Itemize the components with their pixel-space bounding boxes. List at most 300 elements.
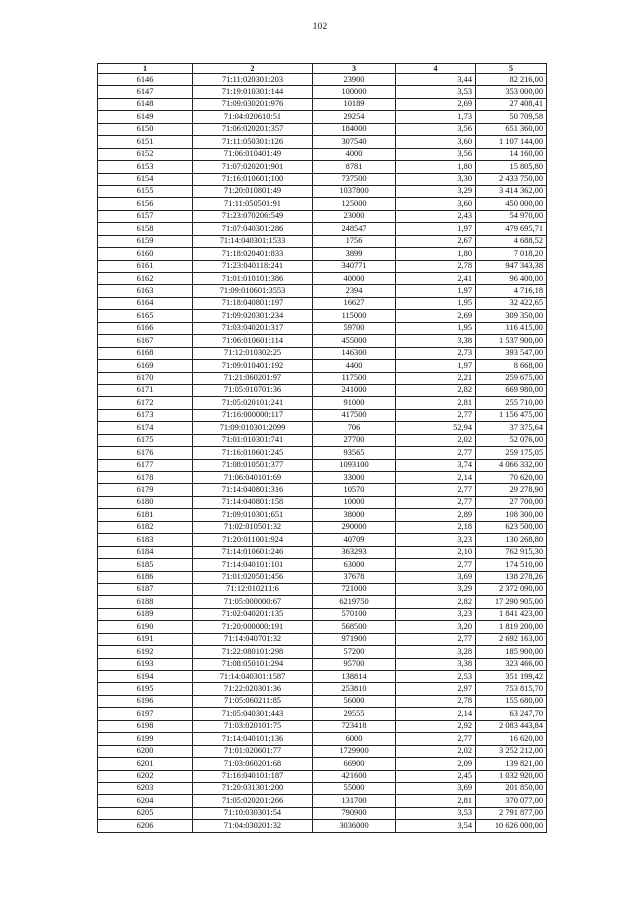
cadastral-number-cell: 71:01:020601:77: [193, 745, 313, 757]
cadastral-number-cell: 71:16:010601:245: [193, 447, 313, 459]
cadastral-number-cell: 71:20:010801:49: [193, 185, 313, 197]
rate-cell: 3,60: [396, 198, 476, 210]
value-cell: 54 970,00: [476, 210, 547, 222]
area-cell: 248547: [313, 223, 396, 235]
cadastral-number-cell: 71:11:050301:126: [193, 136, 313, 148]
rate-cell: 2,53: [396, 671, 476, 683]
row-number-cell: 6196: [98, 695, 193, 707]
table-row: [98, 770, 547, 782]
cadastral-number-cell: 71:20:031301:200: [193, 782, 313, 794]
area-cell: 27700: [313, 434, 396, 446]
cadastral-number-cell: 71:14:040101:101: [193, 559, 313, 571]
rate-cell: 1,80: [396, 248, 476, 260]
rate-cell: 3,29: [396, 583, 476, 595]
value-cell: 4 688,52: [476, 235, 547, 247]
rate-cell: 2,77: [396, 496, 476, 508]
area-cell: 40000: [313, 273, 396, 285]
area-cell: 721000: [313, 583, 396, 595]
column-header: 1: [98, 64, 193, 74]
value-cell: 2 433 750,00: [476, 173, 547, 185]
cadastral-number-cell: 71:02:010501:32: [193, 521, 313, 533]
value-cell: 174 510,00: [476, 559, 547, 571]
table-row: [98, 173, 547, 185]
table-row: [98, 210, 547, 222]
row-number-cell: 6150: [98, 123, 193, 135]
area-cell: 57200: [313, 646, 396, 658]
table-row: [98, 372, 547, 384]
value-cell: 259 675,00: [476, 372, 547, 384]
area-cell: 37678: [313, 571, 396, 583]
area-cell: 115000: [313, 310, 396, 322]
cadastral-number-cell: 71:09:030201:976: [193, 98, 313, 110]
cadastral-number-cell: 71:05:060211:85: [193, 695, 313, 707]
cadastral-number-cell: 71:09:010401:192: [193, 360, 313, 372]
area-cell: 6000: [313, 733, 396, 745]
rate-cell: 2,81: [396, 795, 476, 807]
row-number-cell: 6161: [98, 260, 193, 272]
value-cell: 2 372 090,00: [476, 583, 547, 595]
table-row: [98, 733, 547, 745]
cadastral-number-cell: 71:07:040301:286: [193, 223, 313, 235]
cadastral-number-cell: 71:04:020610:51: [193, 111, 313, 123]
area-cell: 93565: [313, 447, 396, 459]
cadastral-number-cell: 71:09:010301:651: [193, 509, 313, 521]
row-number-cell: 6191: [98, 633, 193, 645]
rate-cell: 3,56: [396, 148, 476, 160]
row-number-cell: 6165: [98, 310, 193, 322]
area-cell: 455000: [313, 335, 396, 347]
row-number-cell: 6194: [98, 671, 193, 683]
table-row: [98, 360, 547, 372]
value-cell: 623 500,00: [476, 521, 547, 533]
column-header: 5: [476, 64, 547, 74]
cadastral-number-cell: 71:03:060201:68: [193, 758, 313, 770]
rate-cell: 2,78: [396, 695, 476, 707]
cadastral-number-cell: 71:19:010301:144: [193, 86, 313, 98]
table-row: [98, 658, 547, 670]
value-cell: 14 160,00: [476, 148, 547, 160]
rate-cell: 2,77: [396, 633, 476, 645]
row-number-cell: 6149: [98, 111, 193, 123]
value-cell: 762 915,30: [476, 546, 547, 558]
value-cell: 2 083 443,84: [476, 720, 547, 732]
area-cell: 723418: [313, 720, 396, 732]
rate-cell: 2,21: [396, 372, 476, 384]
rate-cell: 1,80: [396, 161, 476, 173]
cadastral-number-cell: 71:11:020301:203: [193, 74, 313, 86]
table-row: [98, 633, 547, 645]
row-number-cell: 6166: [98, 322, 193, 334]
area-cell: 568500: [313, 621, 396, 633]
cadastral-number-cell: 71:09:010601:3553: [193, 285, 313, 297]
cadastral-number-cell: 71:20:011001:924: [193, 534, 313, 546]
value-cell: 4 716,18: [476, 285, 547, 297]
table-row: [98, 559, 547, 571]
cadastral-number-cell: 71:14:040301:1587: [193, 671, 313, 683]
rate-cell: 2,67: [396, 235, 476, 247]
row-number-cell: 6155: [98, 185, 193, 197]
value-cell: 450 000,00: [476, 198, 547, 210]
rate-cell: 2,02: [396, 745, 476, 757]
row-number-cell: 6147: [98, 86, 193, 98]
cadastral-number-cell: 71:01:010301:741: [193, 434, 313, 446]
table-row: [98, 720, 547, 732]
area-cell: 1756: [313, 235, 396, 247]
cadastral-number-cell: 71:18:040801:197: [193, 297, 313, 309]
row-number-cell: 6199: [98, 733, 193, 745]
area-cell: 29254: [313, 111, 396, 123]
rate-cell: 3,29: [396, 185, 476, 197]
table-row: [98, 198, 547, 210]
value-cell: 96 400,00: [476, 273, 547, 285]
row-number-cell: 6157: [98, 210, 193, 222]
row-number-cell: 6173: [98, 409, 193, 421]
cadastral-number-cell: 71:14:040801:158: [193, 496, 313, 508]
header-row: [98, 64, 547, 74]
area-cell: 737500: [313, 173, 396, 185]
area-cell: 91000: [313, 397, 396, 409]
table-row: [98, 273, 547, 285]
rate-cell: 3,56: [396, 123, 476, 135]
area-cell: 138814: [313, 671, 396, 683]
page-number: 102: [312, 22, 328, 32]
row-number-cell: 6164: [98, 297, 193, 309]
area-cell: 340771: [313, 260, 396, 272]
value-cell: 27 408,41: [476, 98, 547, 110]
rate-cell: 2,81: [396, 397, 476, 409]
value-cell: 29 278,90: [476, 484, 547, 496]
value-cell: 138 278,26: [476, 571, 547, 583]
area-cell: 1093100: [313, 459, 396, 471]
area-cell: 38000: [313, 509, 396, 521]
rate-cell: 3,38: [396, 335, 476, 347]
column-header: 2: [193, 64, 313, 74]
table-row: [98, 571, 547, 583]
area-cell: 16627: [313, 297, 396, 309]
value-cell: 82 216,00: [476, 74, 547, 86]
row-number-cell: 6146: [98, 74, 193, 86]
area-cell: 971900: [313, 633, 396, 645]
row-number-cell: 6160: [98, 248, 193, 260]
area-cell: 421600: [313, 770, 396, 782]
table-row: [98, 472, 547, 484]
area-cell: 253810: [313, 683, 396, 695]
row-number-cell: 6187: [98, 583, 193, 595]
value-cell: 50 709,58: [476, 111, 547, 123]
table-row: [98, 583, 547, 595]
cadastral-number-cell: 71:05:040301:443: [193, 708, 313, 720]
value-cell: 947 343,38: [476, 260, 547, 272]
rate-cell: 2,82: [396, 384, 476, 396]
value-cell: 130 268,80: [476, 534, 547, 546]
value-cell: 17 290 905,00: [476, 596, 547, 608]
rate-cell: 2,77: [396, 733, 476, 745]
area-cell: 33000: [313, 472, 396, 484]
table-row: [98, 136, 547, 148]
value-cell: 353 000,00: [476, 86, 547, 98]
row-number-cell: 6184: [98, 546, 193, 558]
value-cell: 10 626 000,00: [476, 820, 547, 832]
area-cell: 125000: [313, 198, 396, 210]
table-row: [98, 509, 547, 521]
area-cell: 8781: [313, 161, 396, 173]
table-row: [98, 534, 547, 546]
area-cell: 23000: [313, 210, 396, 222]
row-number-cell: 6205: [98, 807, 193, 819]
rate-cell: 2,92: [396, 720, 476, 732]
rate-cell: 1,97: [396, 223, 476, 235]
table-row: [98, 310, 547, 322]
area-cell: 56000: [313, 695, 396, 707]
rate-cell: 2,14: [396, 708, 476, 720]
rate-cell: 3,23: [396, 608, 476, 620]
table-row: [98, 708, 547, 720]
rate-cell: 3,23: [396, 534, 476, 546]
rate-cell: 2,69: [396, 98, 476, 110]
cadastral-number-cell: 71:05:020101:241: [193, 397, 313, 409]
area-cell: 23900: [313, 74, 396, 86]
area-cell: 2394: [313, 285, 396, 297]
table-row: [98, 695, 547, 707]
table-row: [98, 185, 547, 197]
cadastral-number-cell: 71:06:010601:114: [193, 335, 313, 347]
area-cell: 66900: [313, 758, 396, 770]
rate-cell: 1,97: [396, 360, 476, 372]
table-row: [98, 86, 547, 98]
area-cell: 417500: [313, 409, 396, 421]
table-row: [98, 98, 547, 110]
cadastral-number-cell: 71:09:020301:234: [193, 310, 313, 322]
cadastral-number-cell: 71:06:020201:357: [193, 123, 313, 135]
area-cell: 146300: [313, 347, 396, 359]
row-number-cell: 6195: [98, 683, 193, 695]
row-number-cell: 6202: [98, 770, 193, 782]
value-cell: 259 175,05: [476, 447, 547, 459]
area-cell: 10570: [313, 484, 396, 496]
area-cell: 3899: [313, 248, 396, 260]
table-row: [98, 596, 547, 608]
area-cell: 4000: [313, 148, 396, 160]
area-cell: 117500: [313, 372, 396, 384]
value-cell: 4 066 332,00: [476, 459, 547, 471]
area-cell: 6219750: [313, 596, 396, 608]
value-cell: 1 107 144,00: [476, 136, 547, 148]
value-cell: 753 815,70: [476, 683, 547, 695]
table-row: [98, 496, 547, 508]
cadastral-number-cell: 71:21:060201:97: [193, 372, 313, 384]
row-number-cell: 6169: [98, 360, 193, 372]
cadastral-number-cell: 71:11:050501:91: [193, 198, 313, 210]
rate-cell: 2,78: [396, 260, 476, 272]
rate-cell: 1,73: [396, 111, 476, 123]
value-cell: 155 680,00: [476, 695, 547, 707]
table-row: [98, 322, 547, 334]
rate-cell: 2,82: [396, 596, 476, 608]
row-number-cell: 6200: [98, 745, 193, 757]
rate-cell: 2,18: [396, 521, 476, 533]
value-cell: 37 375,64: [476, 422, 547, 434]
table-row: [98, 297, 547, 309]
table-row: [98, 111, 547, 123]
value-cell: 1 537 900,00: [476, 335, 547, 347]
rate-cell: 3,69: [396, 782, 476, 794]
cadastral-number-cell: 71:03:040201:317: [193, 322, 313, 334]
area-cell: 184000: [313, 123, 396, 135]
cadastral-number-cell: 71:10:030301:54: [193, 807, 313, 819]
row-number-cell: 6201: [98, 758, 193, 770]
value-cell: 351 199,42: [476, 671, 547, 683]
rate-cell: 2,69: [396, 310, 476, 322]
row-number-cell: 6152: [98, 148, 193, 160]
value-cell: 323 466,00: [476, 658, 547, 670]
cadastral-number-cell: 71:05:020201:266: [193, 795, 313, 807]
area-cell: 3036000: [313, 820, 396, 832]
area-cell: 55000: [313, 782, 396, 794]
table-body: [98, 74, 547, 833]
area-cell: 131700: [313, 795, 396, 807]
area-cell: 706: [313, 422, 396, 434]
table-row: [98, 248, 547, 260]
table-row: [98, 795, 547, 807]
area-cell: 40709: [313, 534, 396, 546]
column-header: 4: [396, 64, 476, 74]
value-cell: 669 980,00: [476, 384, 547, 396]
row-number-cell: 6180: [98, 496, 193, 508]
rate-cell: 3,20: [396, 621, 476, 633]
table-row: [98, 671, 547, 683]
cadastral-number-cell: 71:12:010211:6: [193, 583, 313, 595]
area-cell: 241000: [313, 384, 396, 396]
row-number-cell: 6156: [98, 198, 193, 210]
area-cell: 570100: [313, 608, 396, 620]
cadastral-number-cell: 71:01:010101:386: [193, 273, 313, 285]
row-number-cell: 6188: [98, 596, 193, 608]
value-cell: 201 850,00: [476, 782, 547, 794]
cadastral-number-cell: 71:12:010302:25: [193, 347, 313, 359]
row-number-cell: 6203: [98, 782, 193, 794]
cadastral-number-cell: 71:07:020201:901: [193, 161, 313, 173]
value-cell: 16 620,00: [476, 733, 547, 745]
table-row: [98, 621, 547, 633]
table-row: [98, 161, 547, 173]
value-cell: 7 018,20: [476, 248, 547, 260]
cadastral-number-cell: 71:04:030201:32: [193, 820, 313, 832]
row-number-cell: 6183: [98, 534, 193, 546]
value-cell: 1 841 423,00: [476, 608, 547, 620]
area-cell: 63000: [313, 559, 396, 571]
table-row: [98, 484, 547, 496]
cadastral-number-cell: 71:09:010301:2099: [193, 422, 313, 434]
area-cell: 10000: [313, 496, 396, 508]
value-cell: 2 692 163,00: [476, 633, 547, 645]
value-cell: 370 077,00: [476, 795, 547, 807]
row-number-cell: 6176: [98, 447, 193, 459]
table-row: [98, 608, 547, 620]
value-cell: 27 700,00: [476, 496, 547, 508]
rate-cell: 3,30: [396, 173, 476, 185]
rate-cell: 3,44: [396, 74, 476, 86]
value-cell: 116 415,00: [476, 322, 547, 334]
rate-cell: 1,95: [396, 297, 476, 309]
value-cell: 32 422,65: [476, 297, 547, 309]
cadastral-number-cell: 71:14:040801:316: [193, 484, 313, 496]
row-number-cell: 6168: [98, 347, 193, 359]
rate-cell: 3,54: [396, 820, 476, 832]
table-row: [98, 123, 547, 135]
table-row: [98, 223, 547, 235]
table-row: [98, 447, 547, 459]
rate-cell: 3,60: [396, 136, 476, 148]
cadastral-number-cell: 71:14:040101:136: [193, 733, 313, 745]
rate-cell: 2,14: [396, 472, 476, 484]
rate-cell: 3,28: [396, 646, 476, 658]
rate-cell: 2,09: [396, 758, 476, 770]
value-cell: 255 710,00: [476, 397, 547, 409]
area-cell: 95700: [313, 658, 396, 670]
table-row: [98, 397, 547, 409]
row-number-cell: 6172: [98, 397, 193, 409]
rate-cell: 2,77: [396, 447, 476, 459]
row-number-cell: 6158: [98, 223, 193, 235]
table-row: [98, 235, 547, 247]
row-number-cell: 6197: [98, 708, 193, 720]
table-row: [98, 459, 547, 471]
table-row: [98, 434, 547, 446]
table-row: [98, 285, 547, 297]
cadastral-number-cell: 71:14:010601:246: [193, 546, 313, 558]
cadastral-number-cell: 71:06:010401:49: [193, 148, 313, 160]
rate-cell: 3,69: [396, 571, 476, 583]
cadastral-number-cell: 71:16:000000:117: [193, 409, 313, 421]
value-cell: 3 252 212,00: [476, 745, 547, 757]
row-number-cell: 6206: [98, 820, 193, 832]
table-row: [98, 422, 547, 434]
table-row: [98, 683, 547, 695]
area-cell: 100000: [313, 86, 396, 98]
value-cell: 52 076,00: [476, 434, 547, 446]
area-cell: 307540: [313, 136, 396, 148]
row-number-cell: 6204: [98, 795, 193, 807]
table-row: [98, 646, 547, 658]
table-row: [98, 335, 547, 347]
row-number-cell: 6193: [98, 658, 193, 670]
table-row: [98, 758, 547, 770]
table-row: [98, 782, 547, 794]
row-number-cell: 6189: [98, 608, 193, 620]
value-cell: 393 547,00: [476, 347, 547, 359]
rate-cell: 1,95: [396, 322, 476, 334]
row-number-cell: 6163: [98, 285, 193, 297]
row-number-cell: 6190: [98, 621, 193, 633]
row-number-cell: 6167: [98, 335, 193, 347]
column-header: 3: [313, 64, 396, 74]
value-cell: 1 032 920,00: [476, 770, 547, 782]
rate-cell: 2,41: [396, 273, 476, 285]
rate-cell: 52,94: [396, 422, 476, 434]
value-cell: 185 900,00: [476, 646, 547, 658]
rate-cell: 3,38: [396, 658, 476, 670]
cadastral-number-cell: 71:05:010701:36: [193, 384, 313, 396]
cadastral-number-cell: 71:16:040101:187: [193, 770, 313, 782]
area-cell: 290000: [313, 521, 396, 533]
row-number-cell: 6178: [98, 472, 193, 484]
value-cell: 15 805,80: [476, 161, 547, 173]
table-row: [98, 546, 547, 558]
table-row: [98, 148, 547, 160]
value-cell: 8 668,00: [476, 360, 547, 372]
area-cell: 10189: [313, 98, 396, 110]
cadastral-number-cell: 71:22:020301:36: [193, 683, 313, 695]
